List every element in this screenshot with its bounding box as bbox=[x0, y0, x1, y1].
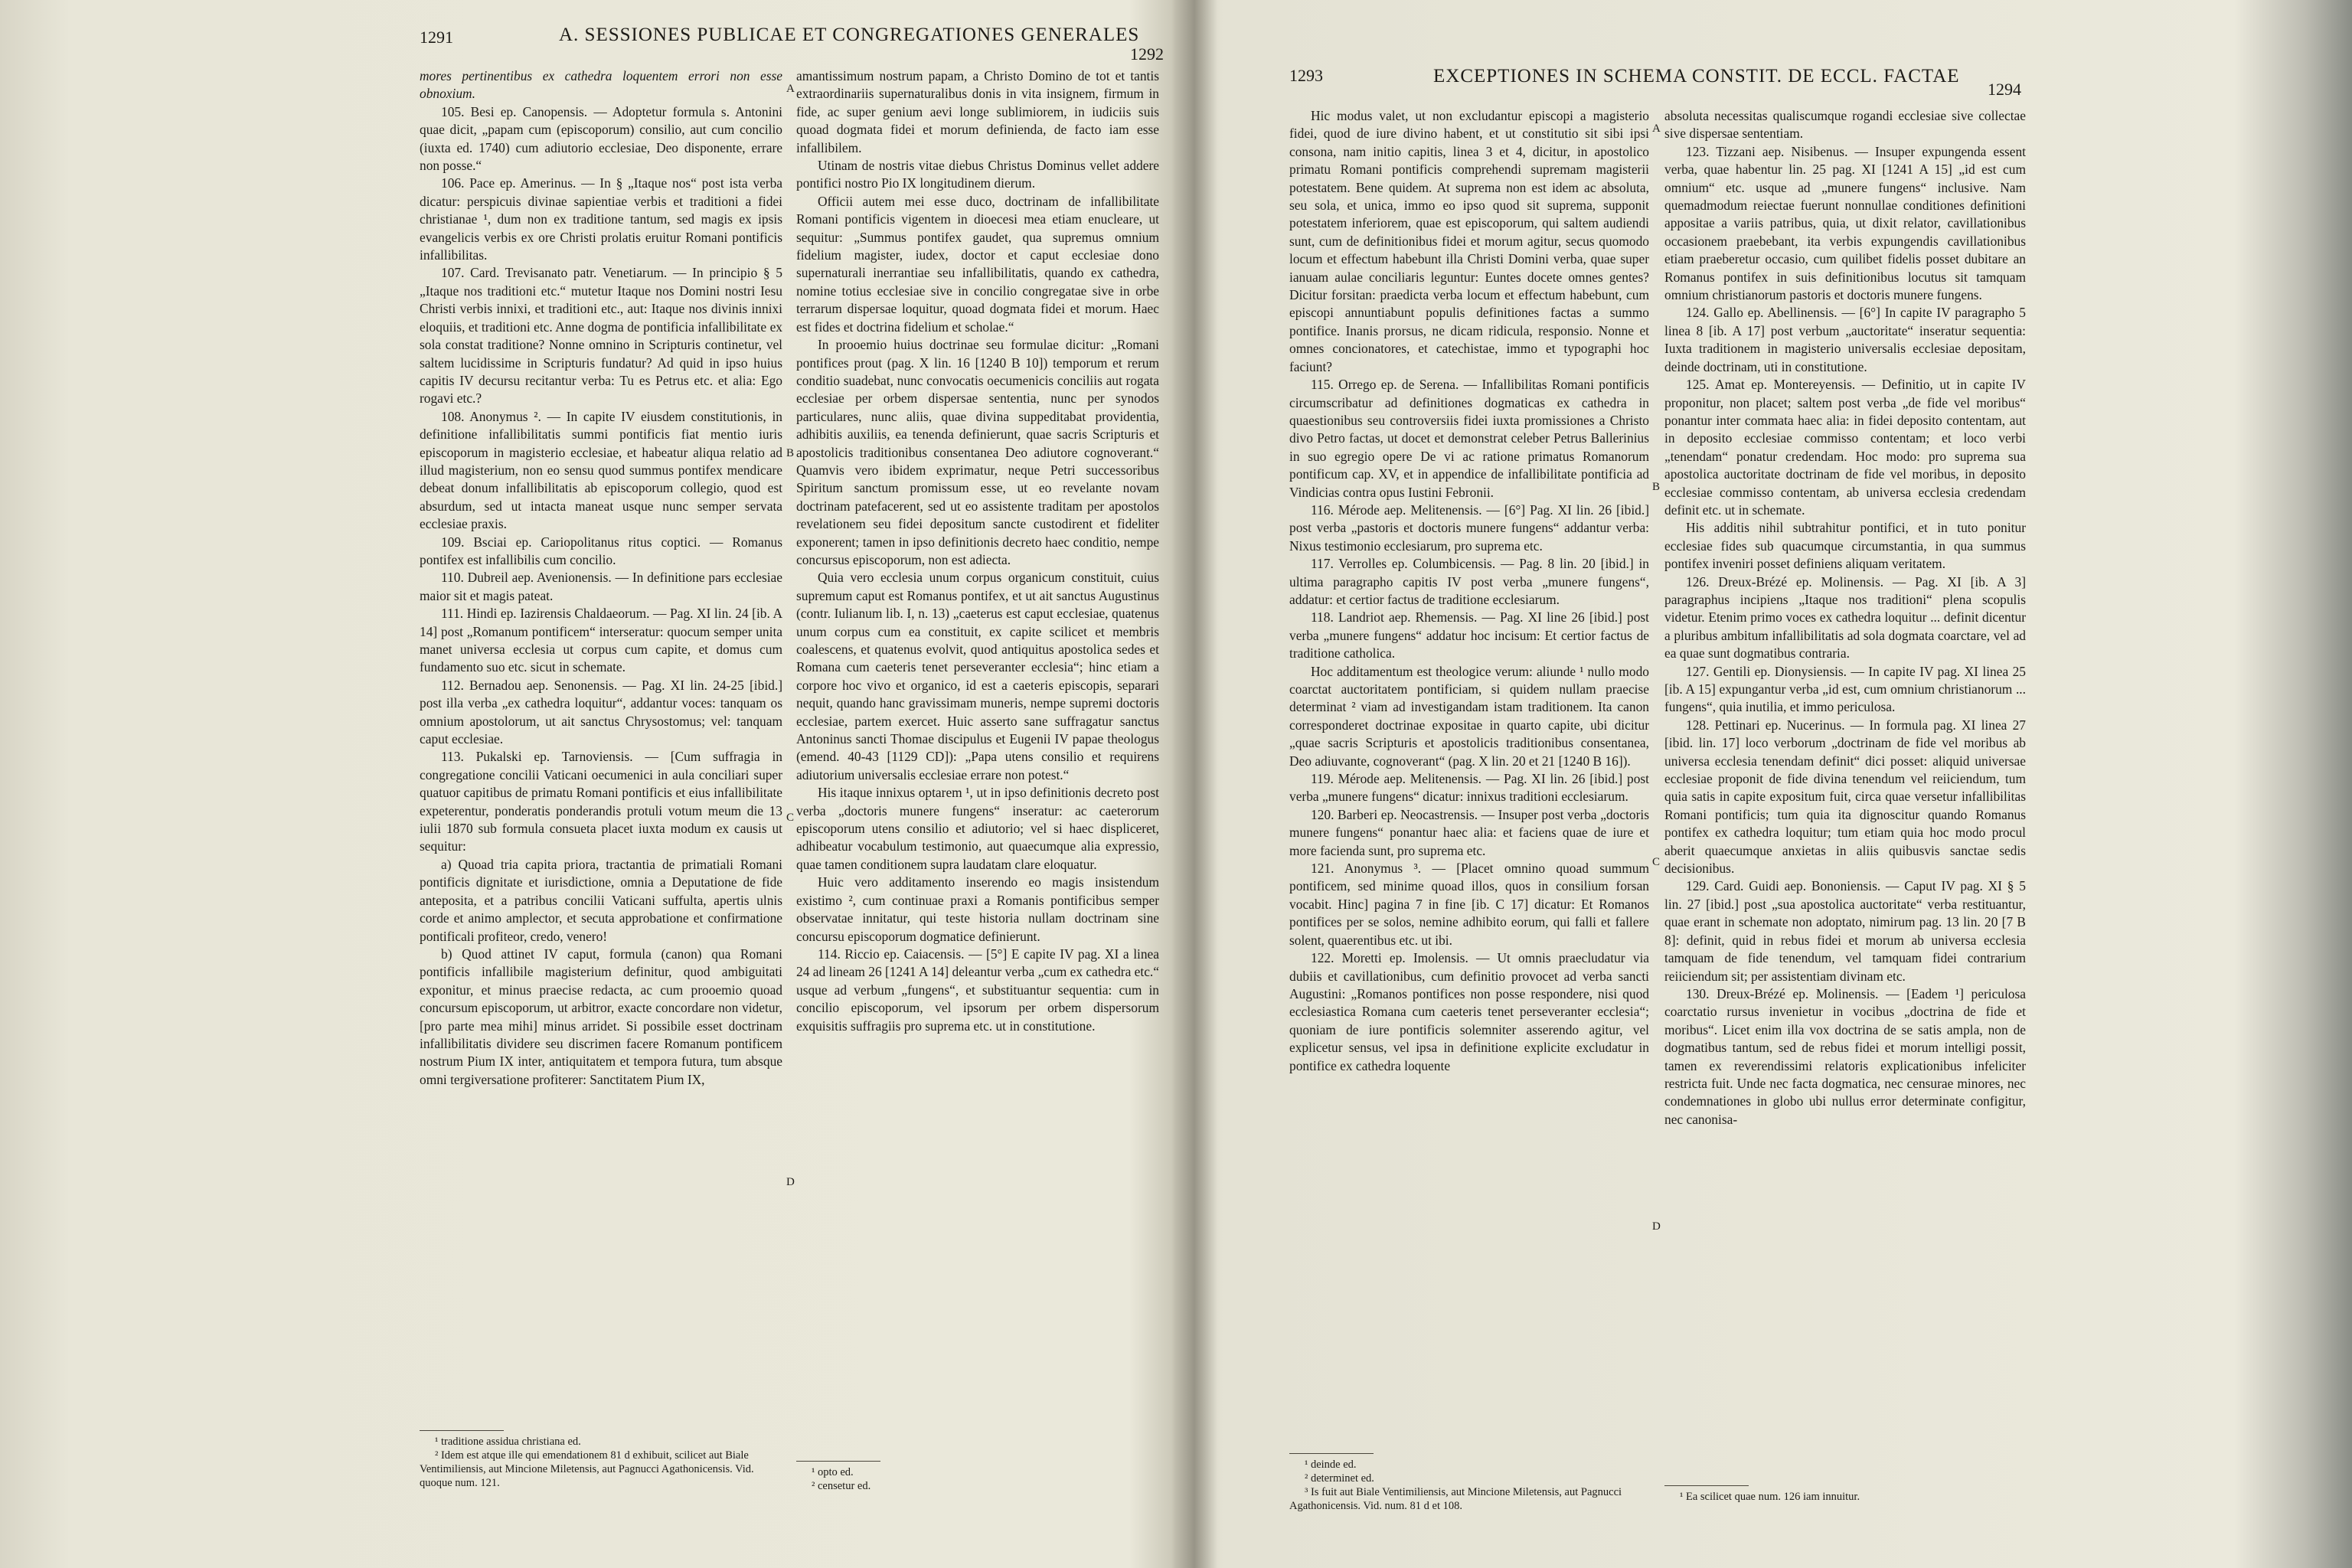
paragraph: Utinam de nostris vitae diebus Christus Dominus vellet addere pontifici nostro Pio IX longitudinem dierum. bbox=[796, 158, 1159, 191]
paragraph: 124. Gallo ep. Abellinensis. — [6°] In capite IV paragrapho 5 linea 8 [ib. A 17] post verbum „auctoritate“ inseratur sequentia: Iuxta traditionem in magisterio universalis ecclesiae depositam, deinde doctrinam, uti in constitutione. bbox=[1664, 305, 2026, 374]
paragraph: 126. Dreux-Brézé ep. Molinensis. — Pag. XI [ib. A 3] paragraphus incipiens „Itaque nos traditioni“ plena scopulis videtur. Etenim primo voces ex cathedra loquitur ... definit dicentur a pluribus ambitum infallibilitatis ad sola dogmata coarctare, vel ad ea quae sunt dogmatibus contraria. bbox=[1664, 573, 2026, 662]
footnote: ³ Is fuit aut Biale Ventimiliensis, aut Mincione Miletensis, aut Pagnucci Agathonicensis. Vid. num. 81 d et 108. bbox=[1289, 1486, 1622, 1512]
paragraph: 111. Hindi ep. Iazirensis Chaldaeorum. — Pag. XI lin. 24 [ib. A 14] post „Romanum pontificem“ interseratur: quocum semper unita manet universa ecclesia ut corpus cum capite, et domus cum fundamento suo etc. sicut in schemate. bbox=[420, 606, 782, 675]
paragraph: 129. Card. Guidi aep. Bononiensis. — Caput IV pag. XI § 5 lin. 27 [ibid.] post „sua apostolica auctoritate“ verba restituantur, quae erant in schemate non adoptato, nimirum pag. 13 lin. 20 [7 B 8]: definit, quid in rebus fidei et morum ab universa ecclesia tamquam de fide tenendum, vel tamquam fidei contrarium reiiciendum sit; per assistentiam divinam etc. bbox=[1664, 878, 2026, 984]
footnotes bbox=[796, 1465, 1159, 1493]
margin-letter: C bbox=[786, 812, 795, 824]
paragraph: 123. Tizzani aep. Nisibenus. — Insuper expungenda essent verba, quae habentur lin. 25 pag. XI [1241 A 15] „id est cum omnium“ etc. usque ad „munere fungens“ inclusive. Nam quemadmodum reiectae fuerunt nonnullae conditiones definitioni appositae a variis patribus, quia, ut dixit relator, cavillationibus occasionem praebebant, ita verbis expungendis cavillationibus etiam praeberetur occasio, cum quilibet fidelis posset dubitare an Romanus pontifex in suis definitionibus locutus sit tamquam omnium christianorum pastoris et doctoris munere fungens. bbox=[1664, 143, 2026, 303]
footnote: ¹ deinde ed. bbox=[1305, 1459, 1357, 1471]
margin-letter: B bbox=[1652, 481, 1661, 493]
paragraph: 108. Anonymus ². — In capite IV eiusdem constitutionis, in definitione infallibilitatis summi pontificis fiat mentio iuris episcoporum in magisterio ecclesiae, et habeatur aliqua relatio ad illud magisterium, non eo sensu quod summus pontifex mendicare debeat donum infallibilitatis ab episcoporum collegio, quod est absurdum, sed ut intacta maneat usque nunc semper servata ecclesiae praxis. bbox=[420, 408, 782, 532]
margin-letter: A bbox=[1652, 122, 1661, 135]
running-head: A. SESSIONES PUBLICAE ET CONGREGATIONES GENERALES bbox=[559, 24, 1140, 45]
paragraph: 120. Barberi ep. Neocastrensis. — Insuper post verba „doctoris munere fungens“ ponantur haec alia: et faciens quae de iure et more facienda sunt, pro suprema etc. bbox=[1289, 806, 1649, 858]
text-column-2 bbox=[796, 67, 1159, 1035]
page-number: 1294 bbox=[1988, 80, 2021, 99]
paragraph: 130. Dreux-Brézé ep. Molinensis. — [Eadem ¹] periculosa coarctatio rursus invenietur in vocibus „doctrina de fide et moribus“. Licet enim illa vox doctrina de se satis ampla, non de dogmatibus tantum, sed de rebus fidei et morum intelligi possit, tamen ex reverendissimi relatoris explicationibus infeliciter restricta fuit. Unde nec facta dogmatica, nec censurae minores, nec condemnationes in globo ubi nullus error determinate configitur, nec canonisa- bbox=[1664, 985, 2026, 1127]
paragraph: Hic modus valet, ut non excludantur episcopi a magisterio fidei, quod de iure divino habent, et ut constitutio sit sibi ipsi consona, nam initio capitis, linea 3 et 4, dicitur, in apostolico primatu Romani pontificis comprehendi supremam magisterii potestatem. Bene quidem. At suprema non est idem ac absoluta, seu sola, et unica, immo eo ipso quod sit suprema, supponit potestatem inferiorem, quae est episcoporum, qui saltem audiendi sunt, cum de definitionibus fidei et morum agitur, secus quomodo locum et effectum habebunt illa Christi Domini verba, quae super ianuam aulae conciliaris leguntur: Euntes docete omnes gentes? Dicitur forsitan: praedicta verba locum et effectum habebunt, cum episcopi annuntiabunt populis definitiones factas a summo pontifice. Inanis prorsus, ne dicam ridicula, responsio. Nonne et omnes concionatores, et catechistae, immo et typographi hoc faciunt? bbox=[1289, 108, 1649, 374]
margin-letter: D bbox=[1652, 1220, 1661, 1233]
footnotes bbox=[1289, 1458, 1649, 1513]
footnote: ¹ Ea scilicet quae num. 126 iam innuitur. bbox=[1680, 1491, 1860, 1503]
footnote: ² censetur ed. bbox=[812, 1480, 871, 1492]
page-number: 1292 bbox=[1130, 44, 1164, 64]
paragraph: 110. Dubreil aep. Avenionensis. — In definitione pars ecclesiae maior sit et magis pateat. bbox=[420, 570, 782, 603]
paragraph: 121. Anonymus ³. — [Placet omnino quoad summum pontificem, sed minime quoad illos, quos in consilium forsan vocabit. Hinc] pagina 7 in fine [ib. C 17] dicatur: Et Romanos pontifices per se solos, nemine adhibito eorum, qui falli et fallere solent, quaerentibus etc. ut ibi. bbox=[1289, 861, 1649, 948]
footnotes bbox=[420, 1435, 782, 1490]
paragraph: His additis nihil subtrahitur pontifici, et in tuto ponitur ecclesiae fides sub quacumque circumstantia, in qua summus pontifex inveniri posset definiens aliquam veritatem. bbox=[1664, 520, 2026, 572]
paragraph: 112. Bernadou aep. Senonensis. — Pag. XI lin. 24-25 [ibid.] post illa verba „ex cathedra loquitur“, addantur voces: tanquam os omnium apostolorum, ut ait sanctus Chrysostomus; vel: tanquam caput ecclesiae. bbox=[420, 677, 782, 747]
paragraph: 106. Pace ep. Amerinus. — In § „Itaque nos“ post ista verba dicatur: perspicuis divinae sapientiae verbis et traditioni a fidei christianae ¹, dum non ex traditione tantum, sed magis ex ipsis evangelicis verbis ex ore Christi prolatis eruitur Romani pontificis infallibilitas. bbox=[420, 175, 782, 263]
paragraph: absoluta necessitas qualiscumque rogandi ecclesiae sive collectae sive dispersae sententiam. bbox=[1664, 108, 2026, 142]
paragraph: 115. Orrego ep. de Serena. — Infallibilitas Romani pontificis circumscribatur ad definitiones dogmaticas ex cathedra in quaestionibus seu controversiis fidei iuxta promissiones a Christo divo Petro factas, ut docet et demonstrat celeber Petrus Ballerinius in suo egregio opere De vi ac ratione primatus Romanorum pontificum cap. XV, et in appendice de infallibilitate pontificia ad Vindicias contra opus Iustini Febronii. bbox=[1289, 377, 1649, 500]
page-number: 1291 bbox=[420, 28, 453, 47]
paragraph: 122. Moretti ep. Imolensis. — Ut omnis praecludatur via dubiis et cavillationibus, cum definitio provocet ad verba sancti Augustini: „Romanos pontifices non posse respondere, nisi quod ecclesiastica Romana cum caeteris tenet perseveranter ecclesia“; quoniam de iure pontificis solemniter asserendo agitur, vel explicetur sensus, vel ipsa in definitione explicite excludatur in pontifice ex cathedra loquente bbox=[1289, 950, 1649, 1073]
footnote: ¹ traditione assidua christiana ed. bbox=[435, 1436, 581, 1448]
running-head: EXCEPTIONES IN SCHEMA CONSTIT. DE ECCL. FACTAE bbox=[1433, 66, 1960, 87]
margin-letter: B bbox=[786, 447, 795, 459]
margin-letter: C bbox=[1652, 856, 1661, 868]
paragraph: Quia vero ecclesia unum corpus organicum constituit, cuius supremum caput est Romanus pontifex, et ut ait sanctus Augustinus (contr. Iulianum lib. I, n. 13) „caeterus est caput ecclesiae, quatenus unum corpus cum ea constituit, ex capite scilicet et membris coalescens, et quatenus evolvit, quod antiquitus apostolica sedes et Romana cum caeteris tenet perseveranter ecclesia“; hinc etiam a corpore hoc vivo et organico, id est a caeteris episcopis, separari nequit, quando hanc gravissimam muneris, nempe supremi doctoris ecclesiae, partem exercet. Huic asserto sane suffragatur sanctus Antoninus sancti Thomae discipulus et Eugenii IV papae theologus (emend. 40-43 [1129 CD]): „Papa utens consilio et requirens adiutorium universalis ecclesiae errare non potest.“ bbox=[796, 570, 1159, 782]
paragraph: 117. Verrolles ep. Columbicensis. — Pag. 8 lin. 20 [ibid.] in ultima paragrapho capitis IV post verba „munere fungens“, addatur: et certior factus de traditione ecclesiarum. bbox=[1289, 556, 1649, 607]
paragraph: 105. Besi ep. Canopensis. — Adoptetur formula s. Antonini quae dicit, „papam cum (episcoporum) consilio, aut cum concilio (iuxta ed. 1740) cum adiutorio ecclesiae, Deo disponente, errare non posse.“ bbox=[420, 103, 782, 174]
paragraph: In prooemio huius doctrinae seu formulae dicitur: „Romani pontifices prout (pag. X lin. 16 [1240 B 10]) temporum et rerum conditio suadebat, nunc convocatis oecumenicis conciliis aut rogata ecclesiae per orbem dispersae sententia, nunc per synodos particulares, nunc aliis, quae divina suppeditabat providentia, adhibitis auxiliis, ea tenenda definierunt, quae sacris Scripturis et apostolicis traditionibus consentanea Deo adiutore cognoverant.“ Quamvis vero ibidem exprimatur, neque Petri successoribus Spiritum sanctum promissum esse, ut eo revelante novam doctrinam patefacerent, sed ut eo assistente traditam per apostolos revelationem seu fidei depositum sancte custodirent et fideliter exponerent; tamen in ipso definitionis decreto haec conditio, nempe concursus episcoporum, non est adiecta. bbox=[796, 337, 1159, 567]
footnote: ² Idem est atque ille qui emendationem 81 d exhibuit, scilicet aut Biale Ventimiliensis, aut Mincione Miletensis, aut Pagnucci Agathonicensis. Vid. quoque num. 121. bbox=[420, 1449, 754, 1489]
paragraph: a) Quoad tria capita priora, tractantia de primatiali Romani pontificis dignitate et iurisdictione, omnia a Deputatione de fide anteposita, et a patribus concilii Vaticani suffulta, apertis ulnis corde et animo amplector, et secuta approbatione et confirmatione pontificali profiteor, credo, venero! bbox=[420, 856, 782, 944]
paragraph: 127. Gentili ep. Dionysiensis. — In capite IV pag. XI linea 25 [ib. A 15] expungantur verba „id est, cum omnium christianorum ... fungens“, quia inutilia, et immo periculosa. bbox=[1664, 663, 2026, 715]
footnote-rule bbox=[1289, 1453, 1374, 1454]
page-number: 1293 bbox=[1289, 66, 1323, 85]
footnote: ¹ opto ed. bbox=[812, 1466, 854, 1478]
paragraph: b) Quod attinet IV caput, formula (canon) qua Romani pontificis infallibile magisterium definitur, quod ambiguitati exponitur, et minus praecise redacta, ac cum prooemio quoad concursum episcoporum, ut arbitror, exacte concordare non videtur, [pro parte mea mihi] minus arridet. Si possibile esset doctrinam infallibilitatis dividere seu discrimen facere Romanum pontificem nostrum Pium IX inter, antiquitatem et tempora futura, tum absque omni tergiversatione profiterer: Sanctitatem Pium IX, bbox=[420, 946, 782, 1087]
paragraph: 128. Pettinari ep. Nucerinus. — In formula pag. XI linea 27 [ibid. lin. 17] loco verborum „doctrinam de fide vel moribus ab universa ecclesia tenendam definit“ dici posset: aliquid universae ecclesiae proponit de fide divina tenendum vel reiiciendum, tum quia satis in capite expositum fuit, circa quae versetur infallibilitas Romani pontificis; tum quia ita dignoscitur quando Romanus pontifex ex cathedra loquitur; tum etiam quia hoc modo procul aberit quaecumque anxietas in aliis quibusvis sanctae sedis decisionibus. bbox=[1664, 717, 2026, 877]
right-page bbox=[1210, 0, 2328, 1568]
paragraph: 114. Riccio ep. Caiacensis. — [5°] E capite IV pag. XI a linea 24 ad lineam 26 [1241 A 14] deleantur verba „cum ex cathedra etc.“ usque ad verbum „fungens“, et substituantur sequentia: cum in concilio episcoporum, vel ipsorum per orbem dispersorum exquisitis suffragiis pro suprema etc. ut in constitutione. bbox=[796, 946, 1159, 1034]
footnote-rule bbox=[1664, 1485, 1749, 1486]
margin-letter: D bbox=[786, 1176, 795, 1188]
paragraph: 119. Mérode aep. Melitenensis. — Pag. XI lin. 26 [ibid.] post verba „munere fungens“ dicatur: innixus traditioni ecclesiarum. bbox=[1289, 771, 1649, 805]
footnote-rule bbox=[420, 1430, 504, 1431]
paragraph: 107. Card. Trevisanato patr. Venetiarum. — In principio § 5 „Itaque nos traditioni etc.“ mutetur Itaque nos Domini nostri Iesu Christi verbis innixi, et traditioni etc., aut: Itaque nos divinis innixi eloquiis, et traditioni etc. Anne dogma de pontificia infallibilitate ex sola constat traditione? Nonne omnino in Scripturis continetur, vel saltem lucidissime in Scripturis fundatur? Ad quid in ipso huius capitis IV decursu recitantur verba: Tu es Petrus etc. et alia: Ego rogavi etc.? bbox=[420, 265, 782, 407]
text-column-1 bbox=[420, 67, 782, 1089]
paragraph: 125. Amat ep. Montereyensis. — Definitio, ut in capite IV proponitur, non placet; saltem post verba „de fide vel moribus“ ponantur inter commata haec alia: in fidei deposito contentam, aut in deposito ecclesiae commisso contentam; et loco verbi „tenendam“ ponatur credendam. Hoc modo: pro suprema sua apostolica auctoritate doctrinam de fide vel moribus, in deposito ecclesiae commisso contentam, ab universa ecclesia credendam definit etc. ut in schemate. bbox=[1664, 377, 2026, 518]
paragraph: His itaque innixus optarem ¹, ut in ipso definitionis decreto post verba „doctoris munere fungens“ inseratur: ac caeterorum episcoporum utens consilio et adiutorio; vel si haec displiceret, adhibeatur vocabulum testimonio, aut quaecumque alia expressio, quae tamen conditionem supra laudatam clare eloquatur. bbox=[796, 785, 1159, 872]
paragraph: 116. Mérode aep. Melitenensis. — [6°] Pag. XI lin. 26 [ibid.] post verba „pastoris et doctoris munere fungens“ addantur verba: Nixus testimonio ecclesiarum, pro suprema etc. bbox=[1289, 501, 1649, 554]
paragraph: mores pertinentibus ex cathedra loquentem errori non esse obnoxium. bbox=[420, 68, 782, 102]
paragraph: Hoc additamentum est theologice verum: aliunde ¹ nullo modo coarctat auctoritatem pontificiam, si quidem nullam praecise determinat ² viam ad investigandam istam traditionem. Ita canon corresponderet doctrinae expositae in quarto capite, ubi dicitur „quae sacris Scripturis et apostolicis traditionibus consentanea, Deo adiuvante, cognoverant“ (pag. X lin. 20 et 21 [1240 B 16]). bbox=[1289, 663, 1649, 769]
text-column-2 bbox=[1664, 107, 2026, 1129]
paragraph: Officii autem mei esse duco, doctrinam de infallibilitate Romani pontificis vigentem in dioecesi mea etiam enucleare, ut sequitur: „Summus pontifex gaudet, qua supremus omnium fidelium magister, iudex, doctor et caput ecclesiae dono supernaturali inerrantiae seu infallibilitatis, quando ex cathedra, nomine totius ecclesiae sive in concilio congregatae sive in orbe terrarum dispersae loquitur, quoad dogmata fidei et morum. Haec est fides et doctrina fidelium et scholae.“ bbox=[796, 193, 1159, 335]
paragraph: Huic vero additamento inserendo eo magis insistendum existimo ², cum continuae praxi a Romanis pontificibus semper observatae innitatur, qui teste historia nullam doctrinam sine concursu episcoporum dogmatice definierunt. bbox=[796, 874, 1159, 944]
footnote: ² determinet ed. bbox=[1305, 1472, 1374, 1485]
footnotes bbox=[1664, 1490, 2026, 1504]
margin-letter: A bbox=[786, 83, 795, 95]
paragraph: 109. Bsciai ep. Cariopolitanus ritus coptici. — Romanus pontifex est infallibilis cum concilio. bbox=[420, 534, 782, 567]
paragraph: amantissimum nostrum papam, a Christo Domino de tot et tantis extraordinariis supernaturalibus donis in vita insignem, firmum in fide, ac super genium aevi longe sublimiorem, in iudiciis suis quoad dogmata fidei et morum definienda, de facto iam esse infallibilem. bbox=[796, 68, 1159, 155]
text-column-1 bbox=[1289, 107, 1649, 1075]
footnote-rule bbox=[796, 1461, 880, 1462]
paragraph: 118. Landriot aep. Rhemensis. — Pag. XI line 26 [ibid.] post verba „munere fungens“ addatur hoc incisum: Et certior factus de traditione catholica. bbox=[1289, 609, 1649, 662]
paragraph: 113. Pukalski ep. Tarnoviensis. — [Cum suffragia in congregatione concilii Vaticani oecumenici in aula conciliari super quatuor capitibus de primatu Romani pontificis et eius infallibilitate expeterentur, ponderatis ponderandis protuli votum meum die 13 iulii 1870 sub formula consueta placet iuxta modum ex causis ut sequitur: bbox=[420, 749, 782, 854]
